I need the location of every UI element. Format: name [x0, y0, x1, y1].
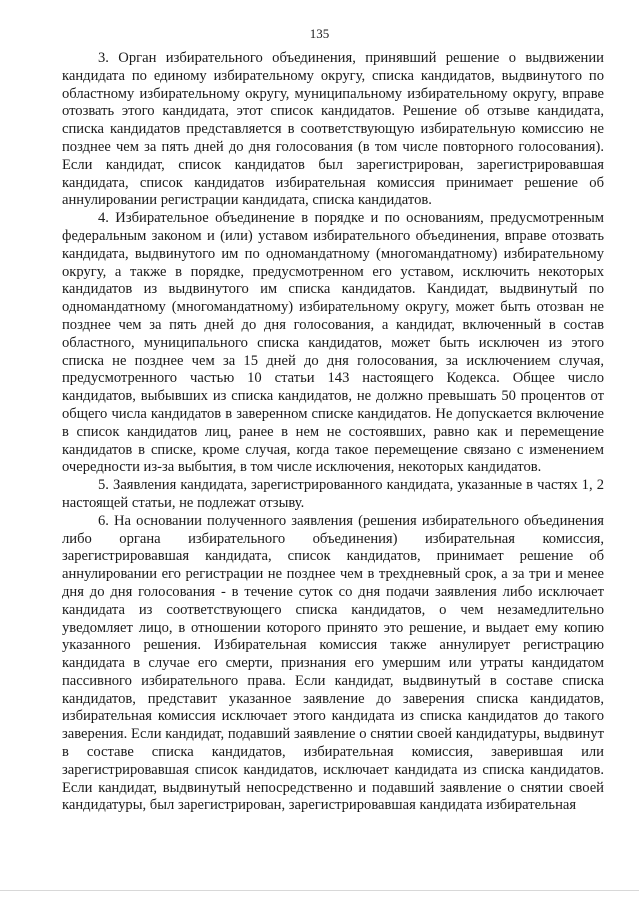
paragraph-part-5: 5. Заявления кандидата, зарегистрированного кандидата, указанные в частях 1, 2 настоящей статьи, не подлежат отзыву.: [62, 477, 604, 511]
paragraph-part-6: 6. На основании полученного заявления (решения избирательного объединения либо органа избирательного объединения) избирательная комиссия, зарегистрировавшая кандидата, список кандидатов, принимает решение об аннулировании его регистрации не позднее чем в трехдневный срок, а за три и менее дня до дня голосования - в течение суток со дня подачи заявления либо исключает кандидата из соответствующего списка кандидатов, о чем незамедлительно уведомляет лицо, в отношении которого принято это решение, и выдает ему копию указанного решения. Избирательная комиссия также аннулирует регистрацию кандидата в случае его смерти, признания его умершим или утраты кандидатом пассивного избирательного права. Если кандидат, выдвинутый в составе списка кандидатов, представит указанное заявление до заверения списка кандидатов, избирательная комиссия исключает этого кандидата из списка кандидатов до такого заверения. Если кандидат, подавший заявление о снятии своей кандидатуры, выдвинут в составе списка кандидатов, избирательная комиссия, заверившая или зарегистрировавшая список кандидатов, исключает кандидата из списка кандидатов. Если кандидат, выдвинутый непосредственно и подавший заявление о снятии своей кандидатуры, был зарегистрирован, зарегистрировавшая кандидата избирательная: [62, 512, 604, 814]
page-number: 135: [309, 26, 330, 41]
page-bottom-divider: [0, 890, 639, 891]
document-body: [62, 50, 604, 815]
paragraph-part-4: 4. Избирательное объединение в порядке и по основаниям, предусмотренным федеральным законом и (или) уставом избирательного объединения, вправе отозвать кандидата, выдвинутого им по одномандатному (многомандатному) избирательному округу, а также в порядке, предусмотренном его уставом, исключить некоторых кандидатов из выдвинутого им списка кандидатов. Кандидат, выдвинутый по одномандатному (многомандатному) избирательному округу, может быть отозван не позднее чем за пять дней до дня голосования, а кандидат, включенный в состав областного, муниципального списка кандидатов, может быть исключен из этого списка не позднее чем за 15 дней до дня голосования, за исключением случая, предусмотренного частью 10 статьи 143 настоящего Кодекса. Общее число кандидатов, выбывших из списка кандидатов, не должно превышать 50 процентов от общего числа кандидатов в заверенном списке кандидатов. Не допускается включение в список кандидатов лиц, ранее в нем не состоявших, равно как и перемещение кандидатов в списке, кроме случая, когда такое перемещение связано с изменением очередности из-за выбытия, в том числе исключения, некоторых кандидатов.: [62, 210, 604, 476]
paragraph-part-3: 3. Орган избирательного объединения, принявший решение о выдвижении кандидата по единому избирательному округу, списка кандидатов, выдвинутого по областному избирательному округу, муниципальному избирательному округу, вправе отозвать этого кандидата, этот список кандидатов. Решение об отзыве кандидата, списка кандидатов представляется в соответствующую избирательную комиссию не позднее чем за пять дней до дня голосования (в том числе повторного голосования). Если кандидат, список кандидатов был зарегистрирован, зарегистрировавшая кандидата, список кандидатов избирательная комиссия принимает решение об аннулировании регистрации кандидата, списка кандидатов.: [62, 50, 604, 209]
